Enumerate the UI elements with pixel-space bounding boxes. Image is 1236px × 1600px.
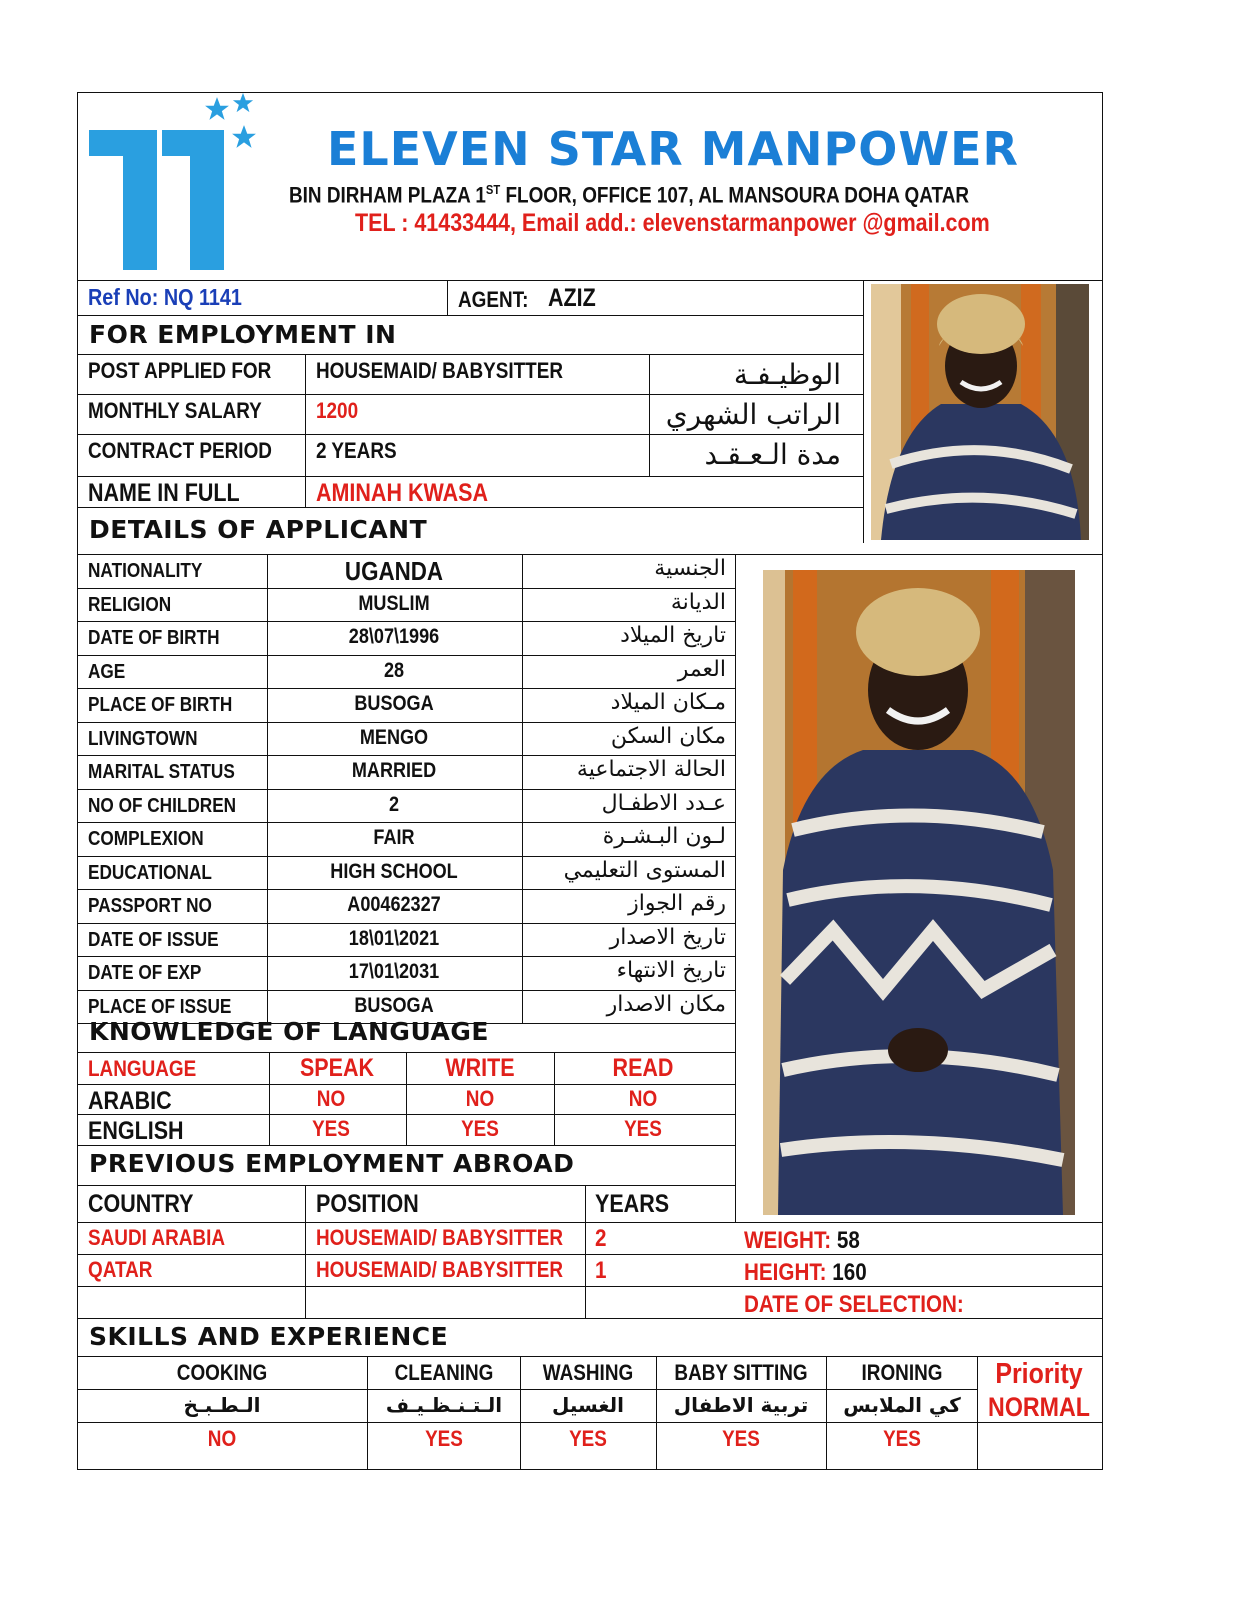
lang-speak: YES [312, 1116, 350, 1141]
employment-value: 1200 [316, 398, 359, 423]
detail-value: BUSOGA [354, 692, 434, 715]
detail-arabic: المستوى التعليمي [563, 858, 726, 883]
employment-label: CONTRACT PERIOD [88, 438, 272, 463]
lang-header-speak: SPEAK [299, 1054, 375, 1082]
prev-header-years: YEARS [595, 1190, 670, 1218]
detail-arabic: مكان السكن [610, 724, 726, 749]
skill-arabic: الغسيل [551, 1393, 625, 1417]
skill-name: BABY SITTING [674, 1360, 808, 1385]
detail-label: NATIONALITY [88, 560, 203, 582]
prev-years: 2 [595, 1225, 607, 1252]
detail-arabic: عـدد الاطفـال [601, 791, 726, 816]
detail-label: NO OF CHILDREN [88, 795, 237, 817]
prev-country: SAUDI ARABIA [88, 1225, 225, 1250]
detail-arabic: الديانة [670, 590, 726, 615]
company-name: ELEVEN STAR MANPOWER [327, 122, 1019, 176]
skill-value: YES [883, 1426, 921, 1451]
agent-name: AZIZ [548, 284, 596, 312]
detail-arabic: الجنسية [654, 556, 726, 581]
lang-header-language: LANGUAGE [88, 1056, 197, 1081]
skill-value: YES [425, 1426, 463, 1451]
skill-name: COOKING [176, 1360, 268, 1385]
detail-value: MENGO [359, 726, 429, 749]
prev-country: QATAR [88, 1257, 153, 1282]
skill-arabic: كي الملابس [843, 1393, 961, 1417]
star-icon [232, 92, 254, 114]
detail-value: UGANDA [344, 556, 444, 586]
lang-name: ARABIC [88, 1087, 172, 1115]
detail-arabic: تاريخ الميلاد [620, 623, 726, 648]
employment-arabic: الوظيـفـة [733, 358, 841, 391]
detail-label: PASSPORT NO [88, 895, 212, 917]
detail-value: 28 [383, 659, 405, 682]
section-previous: PREVIOUS EMPLOYMENT ABROAD [89, 1149, 575, 1178]
employment-value: 2 YEARS [316, 438, 397, 463]
applicant-photo-large [763, 570, 1075, 1215]
company-contact: TEL : 41433444, Email add.: elevenstarmanpower @gmail.com [355, 209, 990, 237]
company-address: BIN DIRHAM PLAZA 1ST FLOOR, OFFICE 107, AL MANSOURA DOHA QATAR [289, 182, 970, 208]
skill-arabic: الـتـنـظـيـف [385, 1393, 503, 1417]
detail-label: RELIGION [88, 594, 172, 616]
detail-value: 18\01\2021 [348, 927, 440, 950]
detail-value: HIGH SCHOOL [330, 860, 458, 883]
prev-position: HOUSEMAID/ BABYSITTER [316, 1225, 564, 1250]
applicant-photo-small [871, 284, 1089, 540]
detail-value: 2 [388, 793, 400, 816]
detail-value: 17\01\2031 [348, 960, 440, 983]
skill-arabic: تربية الاطفال [673, 1393, 809, 1417]
detail-label: DATE OF ISSUE [88, 929, 219, 951]
section-details: DETAILS OF APPLICANT [89, 515, 428, 544]
detail-arabic: تاريخ الاصدار [609, 925, 726, 950]
lang-header-read: READ [612, 1054, 674, 1082]
detail-value: MUSLIM [358, 592, 430, 615]
skill-name: WASHING [542, 1360, 634, 1385]
employment-arabic: مدة الـعـقـد [704, 438, 841, 471]
skill-arabic: الـطـبـخ [183, 1393, 261, 1417]
star-icon [231, 124, 257, 150]
lang-name: ENGLISH [88, 1117, 184, 1145]
detail-label: DATE OF BIRTH [88, 627, 220, 649]
detail-label: DATE OF EXP [88, 962, 202, 984]
detail-arabic: لـون البـشـرة [602, 824, 726, 849]
detail-label: EDUCATIONAL [88, 862, 212, 884]
detail-value: BUSOGA [354, 994, 434, 1017]
detail-arabic: تاريخ الانتهاء [616, 958, 726, 983]
prev-header-position: POSITION [316, 1190, 419, 1218]
section-language: KNOWLEDGE OF LANGUAGE [89, 1017, 489, 1046]
detail-value: FAIR [373, 826, 415, 849]
detail-label: PLACE OF BIRTH [88, 694, 233, 716]
prev-header-country: COUNTRY [88, 1190, 194, 1218]
skill-value: YES [722, 1426, 760, 1451]
detail-arabic: رقم الجواز [628, 891, 726, 916]
detail-label: COMPLEXION [88, 828, 204, 850]
prev-years: 1 [595, 1257, 607, 1284]
detail-arabic: الحالة الاجتماعية [576, 757, 726, 782]
lang-write: NO [465, 1086, 495, 1111]
skill-name: CLEANING [394, 1360, 494, 1385]
detail-value: A00462327 [347, 893, 441, 916]
ref-number: Ref No: NQ 1141 [88, 284, 242, 310]
name-label: NAME IN FULL [88, 479, 240, 507]
detail-label: LIVINGTOWN [88, 728, 198, 750]
section-skills: SKILLS AND EXPERIENCE [89, 1322, 449, 1351]
detail-value: MARRIED [351, 759, 437, 782]
prev-position: HOUSEMAID/ BABYSITTER [316, 1257, 564, 1282]
lang-write: YES [461, 1116, 499, 1141]
detail-label: AGE [88, 661, 126, 683]
detail-arabic: مـكان الميلاد [610, 690, 726, 715]
priority-value: NORMAL [988, 1392, 1090, 1422]
lang-speak: NO [316, 1086, 346, 1111]
detail-value: 28\07\1996 [348, 625, 440, 648]
star-icon [204, 96, 230, 122]
skill-name: IRONING [861, 1360, 943, 1385]
skill-value: NO [207, 1426, 237, 1451]
detail-label: PLACE OF ISSUE [88, 996, 232, 1018]
employment-arabic: الراتب الشهري [665, 398, 841, 431]
detail-label: MARITAL STATUS [88, 761, 235, 783]
detail-arabic: مكان الاصدار [606, 992, 726, 1017]
date-of-selection-label: DATE OF SELECTION: [744, 1291, 964, 1318]
lang-read: NO [628, 1086, 658, 1111]
skill-value: YES [569, 1426, 607, 1451]
employment-value: HOUSEMAID/ BABYSITTER [316, 358, 564, 383]
logo-digit-2 [162, 130, 224, 270]
weight: WEIGHT: 58 [744, 1227, 860, 1254]
agent-label: AGENT: [458, 287, 529, 312]
lang-header-write: WRITE [445, 1054, 515, 1082]
section-employment: FOR EMPLOYMENT IN [89, 320, 397, 349]
employment-label: MONTHLY SALARY [88, 398, 262, 423]
height: HEIGHT: 160 [744, 1259, 867, 1286]
lang-read: YES [624, 1116, 662, 1141]
logo-digit-1 [89, 130, 157, 270]
priority-label: Priority [995, 1358, 1083, 1390]
detail-arabic: العمر [677, 657, 726, 682]
applicant-name: AMINAH KWASA [316, 479, 488, 507]
employment-label: POST APPLIED FOR [88, 358, 272, 383]
